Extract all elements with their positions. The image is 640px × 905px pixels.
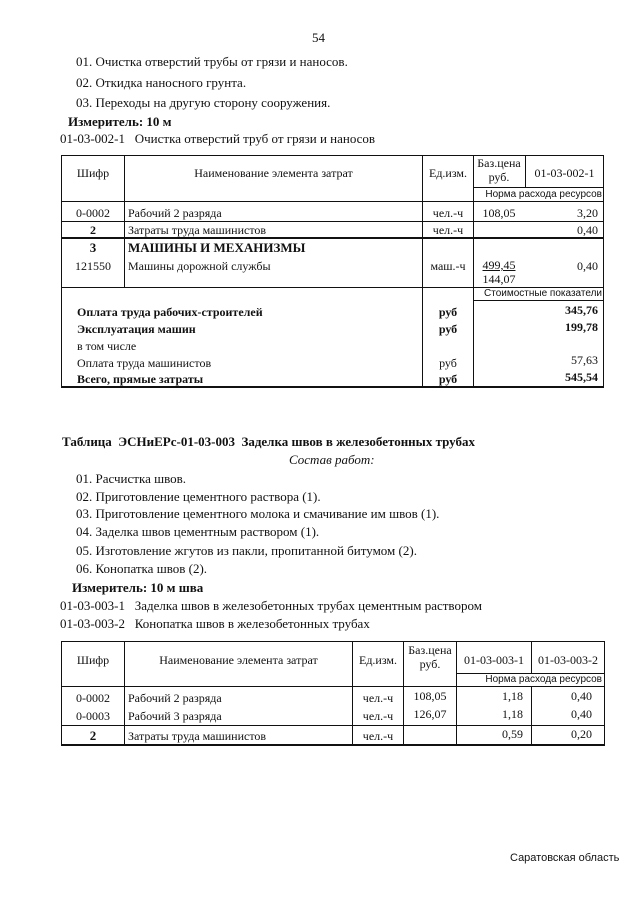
row-price: 108,05 <box>413 689 447 703</box>
row-code: 0-0003 <box>76 709 110 723</box>
row-name: Затраты труда машинистов <box>128 223 267 237</box>
work-item: 02. Приготовление цементного раствора (1). <box>76 489 321 504</box>
table-title: Таблица ЭСНиЕРс-01-03-003 Заделка швов в железобетонных трубах <box>62 434 476 449</box>
cost-unit: руб <box>438 372 458 386</box>
row-code: 2 <box>90 223 96 237</box>
row-name: Рабочий 2 разряда <box>128 691 222 705</box>
cost-unit: руб <box>438 305 458 319</box>
row-name: Затраты труда машинистов <box>128 729 267 743</box>
row-price: 126,07 <box>413 707 447 721</box>
cost-value: 199,78 <box>565 320 598 334</box>
table-subtitle: Состав работ: <box>289 452 375 467</box>
row-value-1: 1,18 <box>502 707 523 721</box>
row-name: Рабочий 3 разряда <box>128 709 222 723</box>
code-line: 01-03-003-2 Конопатка швов в железобетонных трубах <box>60 616 370 631</box>
row-code: 3 <box>89 240 97 255</box>
row-code: 0-0002 <box>76 691 110 705</box>
row-name: МАШИНЫ И МЕХАНИЗМЫ <box>128 240 306 255</box>
norm-label: Норма расхода ресурсов <box>485 189 602 200</box>
row-name: Машины дорожной службы <box>128 259 271 273</box>
cost-unit: руб <box>438 322 458 336</box>
row-code: 2 <box>89 728 97 743</box>
row-unit: чел.-ч <box>432 223 464 237</box>
work-item: 06. Конопатка швов (2). <box>76 561 208 576</box>
code-line: 01-03-002-1 Очистка отверстий труб от грязи и наносов <box>60 131 376 146</box>
row-name: Рабочий 2 разряда <box>128 206 222 220</box>
cost-name: Оплата труда машинистов <box>77 356 212 370</box>
row-value-1: 0,59 <box>502 727 523 741</box>
work-item: 03. Приготовление цементного молока и смачивание им швов (1). <box>76 506 440 521</box>
row-unit: чел.-ч <box>432 206 464 220</box>
row-value-2: 0,40 <box>571 707 592 721</box>
header-code: Шифр <box>76 166 110 180</box>
row-value: 3,20 <box>577 206 598 220</box>
page-number: 54 <box>312 30 325 45</box>
header-col2: 01-03-003-2 <box>538 653 598 667</box>
row-unit: чел.-ч <box>362 709 394 723</box>
cost-value: 57,63 <box>571 353 598 367</box>
cost-label: Стоимостные показатели <box>484 288 602 299</box>
header-col1: 01-03-002-1 <box>534 166 595 180</box>
header-unit: Ед.изм. <box>358 653 398 667</box>
work-item: 03. Переходы на другую сторону сооружения. <box>76 95 331 110</box>
work-item: 04. Заделка швов цементным раствором (1). <box>76 524 320 539</box>
code-line: 01-03-003-1 Заделка швов в железобетонных трубах цементным раствором <box>60 598 482 613</box>
meter-label: Измеритель: 10 м шва <box>72 580 204 595</box>
work-item: 01. Очистка отверстий трубы от грязи и наносов. <box>76 54 348 69</box>
row-unit: чел.-ч <box>362 691 394 705</box>
row-value: 0,40 <box>577 223 598 237</box>
header-code: Шифр <box>76 653 110 667</box>
header-price: Баз.цена руб. <box>408 643 452 671</box>
header-unit: Ед.изм. <box>428 166 468 180</box>
row-value: 0,40 <box>577 259 598 273</box>
meter-label: Измеритель: 10 м <box>68 114 172 129</box>
work-item: 01. Расчистка швов. <box>76 471 187 486</box>
cost-value: 345,76 <box>565 303 598 317</box>
row-code: 0-0002 <box>76 206 110 220</box>
header-name: Наименование элемента затрат <box>159 653 318 667</box>
footer-region: Саратовская область <box>510 852 620 864</box>
cost-unit: руб <box>439 356 457 370</box>
work-item: 02. Откидка наносного грунта. <box>76 75 247 90</box>
row-unit: чел.-ч <box>362 729 394 743</box>
row-value-1: 1,18 <box>502 689 523 703</box>
row-code: 121550 <box>75 259 111 273</box>
cost-name: в том числе <box>77 339 137 353</box>
cost-name: Всего, прямые затраты <box>77 372 204 386</box>
row-value-2: 0,40 <box>571 689 592 703</box>
row-price-2: 144,07 <box>482 272 516 286</box>
header-col1: 01-03-003-1 <box>464 653 524 667</box>
cost-name: Эксплуатация машин <box>77 322 196 336</box>
work-item: 05. Изготовление жгутов из пакли, пропитанной битумом (2). <box>76 543 417 558</box>
row-unit: маш.-ч <box>430 259 466 273</box>
row-price: 108,05 <box>482 206 516 220</box>
cost-name: Оплата труда рабочих-строителей <box>77 305 263 319</box>
header-name: Наименование элемента затрат <box>194 166 353 180</box>
row-value-2: 0,20 <box>571 727 592 741</box>
header-price: Баз.цена руб. <box>477 156 521 184</box>
norm-label: Норма расхода ресурсов <box>485 674 602 685</box>
row-price: 499,45 <box>482 258 516 272</box>
cost-value: 545,54 <box>565 370 598 384</box>
